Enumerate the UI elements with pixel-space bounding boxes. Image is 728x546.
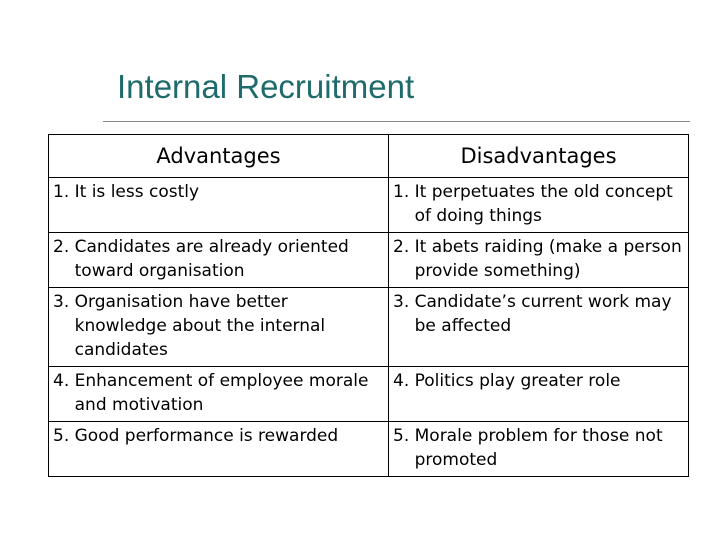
item-number: 1. bbox=[53, 182, 75, 202]
advantage-text: Candidates are already oriented toward organisation bbox=[74, 237, 349, 281]
item-number: 5. bbox=[53, 426, 75, 446]
disadvantage-cell bbox=[389, 178, 689, 233]
disadvantage-cell bbox=[389, 422, 689, 477]
header-disadvantages: Disadvantages bbox=[389, 135, 689, 178]
title-divider bbox=[103, 121, 690, 122]
item-number: 3. bbox=[393, 292, 415, 312]
item-number: 3. bbox=[53, 292, 75, 312]
header-advantages: Advantages bbox=[49, 135, 389, 178]
table-row bbox=[49, 422, 689, 477]
disadvantage-text: It abets raiding (make a person provide something) bbox=[414, 237, 682, 281]
disadvantage-cell bbox=[389, 367, 689, 422]
advantage-cell bbox=[49, 288, 389, 367]
slide-title: Internal Recruitment bbox=[117, 68, 415, 105]
table-row bbox=[49, 367, 689, 422]
disadvantage-text: Candidate’s current work may be affected bbox=[414, 292, 672, 336]
comparison-table bbox=[48, 134, 689, 477]
item-number: 2. bbox=[393, 237, 415, 257]
disadvantage-text: It perpetuates the old concept of doing things bbox=[414, 182, 673, 226]
item-number: 1. bbox=[393, 182, 415, 202]
advantage-cell bbox=[49, 233, 389, 288]
advantage-cell bbox=[49, 422, 389, 477]
table-row bbox=[49, 233, 689, 288]
advantage-text: It is less costly bbox=[74, 182, 200, 202]
table-row bbox=[49, 288, 689, 367]
disadvantage-cell bbox=[389, 288, 689, 367]
item-number: 4. bbox=[53, 371, 75, 391]
disadvantage-text: Politics play greater role bbox=[414, 371, 621, 391]
item-number: 2. bbox=[53, 237, 75, 257]
advantage-cell bbox=[49, 178, 389, 233]
table-row bbox=[49, 178, 689, 233]
advantage-text: Organisation have better knowledge about the internal candidates bbox=[74, 292, 326, 360]
disadvantage-text: Morale problem for those not promoted bbox=[414, 426, 663, 470]
advantage-cell bbox=[49, 367, 389, 422]
table-header-row bbox=[49, 135, 689, 178]
disadvantage-cell bbox=[389, 233, 689, 288]
item-number: 4. bbox=[393, 371, 415, 391]
advantage-text: Enhancement of employee morale and motivation bbox=[74, 371, 369, 415]
advantage-text: Good performance is rewarded bbox=[74, 426, 339, 446]
item-number: 5. bbox=[393, 426, 415, 446]
